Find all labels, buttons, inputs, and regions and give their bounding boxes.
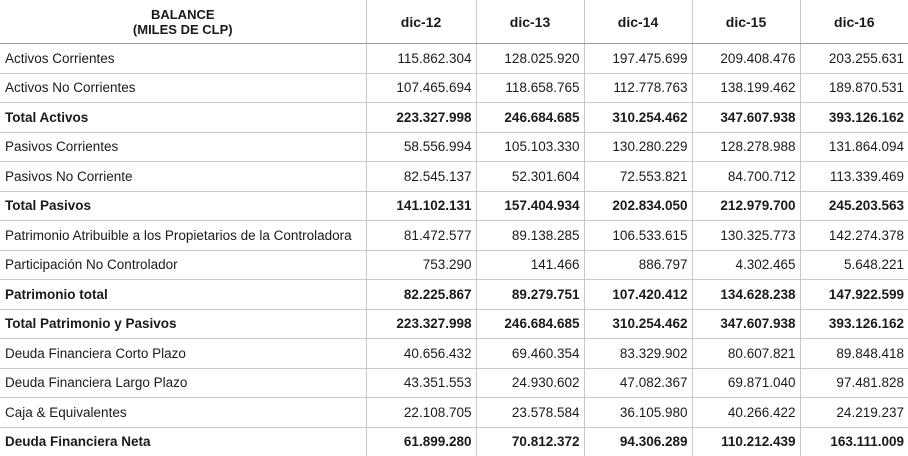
row-value: 147.922.599: [800, 280, 908, 310]
row-value: 157.404.934: [476, 191, 584, 221]
header-row: [0, 0, 908, 44]
table-row: [0, 398, 908, 428]
row-value: 347.607.938: [692, 103, 800, 133]
row-value: 4.302.465: [692, 250, 800, 280]
row-label: Deuda Financiera Neta: [0, 427, 366, 456]
row-value: 128.278.988: [692, 132, 800, 162]
row-value: 310.254.462: [584, 103, 692, 133]
header-title-line1: BALANCE: [5, 7, 361, 22]
row-value: 118.658.765: [476, 73, 584, 103]
row-value: 107.420.412: [584, 280, 692, 310]
row-label: Deuda Financiera Corto Plazo: [0, 339, 366, 369]
table-row: [0, 221, 908, 251]
row-value: 89.279.751: [476, 280, 584, 310]
row-value: 81.472.577: [366, 221, 476, 251]
table-header: [0, 0, 908, 44]
table-row: [0, 250, 908, 280]
row-value: 131.864.094: [800, 132, 908, 162]
row-label: Activos No Corrientes: [0, 73, 366, 103]
row-value: 202.834.050: [584, 191, 692, 221]
row-value: 310.254.462: [584, 309, 692, 339]
row-value: 197.475.699: [584, 44, 692, 74]
row-value: 209.408.476: [692, 44, 800, 74]
table-row: [0, 132, 908, 162]
row-label: Deuda Financiera Largo Plazo: [0, 368, 366, 398]
row-value: 69.460.354: [476, 339, 584, 369]
row-value: 115.862.304: [366, 44, 476, 74]
period-header-2: dic-14: [584, 0, 692, 44]
row-value: 113.339.469: [800, 162, 908, 192]
row-value: 347.607.938: [692, 309, 800, 339]
row-value: 128.025.920: [476, 44, 584, 74]
row-value: 89.138.285: [476, 221, 584, 251]
period-header-4: dic-16: [800, 0, 908, 44]
row-label: Activos Corrientes: [0, 44, 366, 74]
row-value: 246.684.685: [476, 103, 584, 133]
row-value: 130.325.773: [692, 221, 800, 251]
row-value: 89.848.418: [800, 339, 908, 369]
row-label: Patrimonio total: [0, 280, 366, 310]
row-value: 23.578.584: [476, 398, 584, 428]
row-value: 24.219.237: [800, 398, 908, 428]
period-header-0: dic-12: [366, 0, 476, 44]
header-title-cell: [0, 0, 366, 44]
row-value: 52.301.604: [476, 162, 584, 192]
row-value: 212.979.700: [692, 191, 800, 221]
total-row: [0, 427, 908, 456]
row-value: 43.351.553: [366, 368, 476, 398]
row-value: 393.126.162: [800, 103, 908, 133]
row-label: Total Pasivos: [0, 191, 366, 221]
row-label: Patrimonio Atribuible a los Propietarios de la Controladora: [0, 221, 366, 251]
row-value: 105.103.330: [476, 132, 584, 162]
table-row: [0, 339, 908, 369]
header-title-line2: (MILES DE CLP): [5, 22, 361, 37]
row-value: 189.870.531: [800, 73, 908, 103]
row-value: 223.327.998: [366, 103, 476, 133]
row-value: 70.812.372: [476, 427, 584, 456]
row-value: 97.481.828: [800, 368, 908, 398]
row-value: 69.871.040: [692, 368, 800, 398]
table-row: [0, 368, 908, 398]
row-value: 753.290: [366, 250, 476, 280]
row-value: 84.700.712: [692, 162, 800, 192]
row-value: 112.778.763: [584, 73, 692, 103]
row-value: 83.329.902: [584, 339, 692, 369]
period-header-3: dic-15: [692, 0, 800, 44]
row-value: 203.255.631: [800, 44, 908, 74]
table-row: [0, 73, 908, 103]
table-body: [0, 44, 908, 456]
row-value: 130.280.229: [584, 132, 692, 162]
row-value: 82.225.867: [366, 280, 476, 310]
row-label: Total Patrimonio y Pasivos: [0, 309, 366, 339]
row-value: 24.930.602: [476, 368, 584, 398]
period-header-1: dic-13: [476, 0, 584, 44]
row-value: 138.199.462: [692, 73, 800, 103]
row-value: 22.108.705: [366, 398, 476, 428]
row-value: 393.126.162: [800, 309, 908, 339]
row-value: 40.656.432: [366, 339, 476, 369]
row-value: 36.105.980: [584, 398, 692, 428]
row-value: 142.274.378: [800, 221, 908, 251]
row-label: Total Activos: [0, 103, 366, 133]
row-value: 223.327.998: [366, 309, 476, 339]
row-value: 141.466: [476, 250, 584, 280]
row-label: Caja & Equivalentes: [0, 398, 366, 428]
row-value: 72.553.821: [584, 162, 692, 192]
row-value: 110.212.439: [692, 427, 800, 456]
row-value: 163.111.009: [800, 427, 908, 456]
table-row: [0, 44, 908, 74]
row-value: 106.533.615: [584, 221, 692, 251]
row-value: 94.306.289: [584, 427, 692, 456]
row-value: 82.545.137: [366, 162, 476, 192]
total-row: [0, 309, 908, 339]
row-value: 80.607.821: [692, 339, 800, 369]
row-value: 40.266.422: [692, 398, 800, 428]
row-value: 5.648.221: [800, 250, 908, 280]
row-label: Participación No Controlador: [0, 250, 366, 280]
total-row: [0, 280, 908, 310]
total-row: [0, 103, 908, 133]
row-value: 61.899.280: [366, 427, 476, 456]
total-row: [0, 191, 908, 221]
row-value: 134.628.238: [692, 280, 800, 310]
row-value: 58.556.994: [366, 132, 476, 162]
row-value: 47.082.367: [584, 368, 692, 398]
row-label: Pasivos No Corriente: [0, 162, 366, 192]
row-value: 246.684.685: [476, 309, 584, 339]
row-label: Pasivos Corrientes: [0, 132, 366, 162]
row-value: 107.465.694: [366, 73, 476, 103]
row-value: 245.203.563: [800, 191, 908, 221]
row-value: 141.102.131: [366, 191, 476, 221]
row-value: 886.797: [584, 250, 692, 280]
table-row: [0, 162, 908, 192]
